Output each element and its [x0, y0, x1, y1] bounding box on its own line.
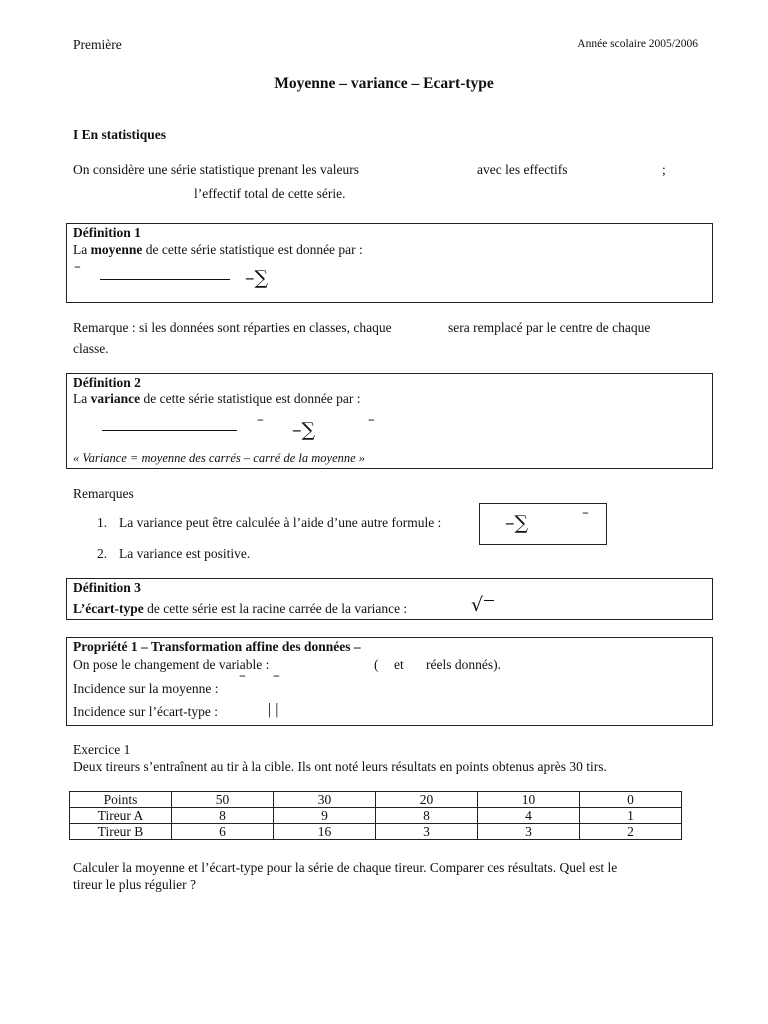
mean-bar-symbol: –	[273, 668, 280, 684]
sum-symbol: –∑	[292, 419, 316, 441]
definition-1-title: Définition 1	[73, 225, 141, 240]
table-cell: 2	[580, 824, 682, 840]
table-header-cell: 0	[580, 792, 682, 808]
definition-2-title: Définition 2	[73, 375, 141, 390]
table-cell: Tireur A	[70, 808, 172, 824]
mean-bar-symbol: –	[368, 412, 375, 428]
intro-text-a: On considère une série statistique prenant les valeurs	[73, 162, 360, 177]
table-row	[70, 808, 682, 824]
property-1-line1-a: On pose le changement de variable :	[73, 657, 270, 672]
exercise-question-line1: Calculer la moyenne et l’écart-type pour la série de chaque tireur. Comparer ces résultats. Quel est le	[73, 860, 618, 875]
table-header-cell: 20	[376, 792, 478, 808]
mean-bar-symbol: –	[239, 668, 246, 684]
fraction-line	[100, 279, 230, 280]
variance-quote: « Variance = moyenne des carrés – carré de la moyenne »	[73, 451, 366, 465]
definition-2-text: La variance de cette série statistique est donnée par :	[73, 391, 361, 406]
intro-text-b: avec les effectifs	[477, 162, 568, 177]
definition-3-title: Définition 3	[73, 580, 141, 595]
property-1-std: Incidence sur l’écart-type :	[73, 704, 219, 719]
property-1-line1-c: et	[394, 657, 404, 672]
definition-1-text: La moyenne de cette série statistique est donnée par :	[73, 242, 363, 257]
table-cell: Tireur B	[70, 824, 172, 840]
page-title: Moyenne – variance – Ecart-type	[274, 75, 494, 92]
table-row	[70, 824, 682, 840]
square-root-symbol: √	[471, 594, 484, 616]
table-cell: 4	[478, 808, 580, 824]
table-header-cell: 10	[478, 792, 580, 808]
formula-box	[479, 503, 607, 545]
intro-text-c: ;	[662, 162, 666, 177]
definition-3-text: L’écart-type de cette série est la racine carrée de la variance :	[73, 601, 408, 616]
remark-item-1-number: 1.	[97, 515, 108, 530]
remark-item-2: La variance est positive.	[119, 546, 251, 561]
table-cell: 8	[376, 808, 478, 824]
remarks-title: Remarques	[73, 486, 134, 501]
mean-bar-symbol: –	[74, 259, 81, 275]
exercise-question-line2: tireur le plus régulier ?	[73, 877, 196, 892]
section-heading: I En statistiques	[73, 127, 167, 142]
exercise-title: Exercice 1	[73, 742, 131, 757]
property-1-title: Propriété 1 – Transformation affine des données –	[73, 639, 361, 654]
table-header-cell: 30	[274, 792, 376, 808]
square-root-bar	[484, 600, 494, 601]
property-1-line1-b: (	[374, 657, 379, 672]
header-level: Première	[73, 37, 122, 52]
exercise-intro: Deux tireurs s’entraînent au tir à la cible. Ils ont noté leurs résultats en points obtenus après 30 tirs.	[73, 759, 607, 774]
definition-1-box	[66, 223, 713, 303]
table-header-cell: Points	[70, 792, 172, 808]
table-cell: 3	[376, 824, 478, 840]
table-cell: 8	[172, 808, 274, 824]
table-cell: 6	[172, 824, 274, 840]
table-cell: 3	[478, 824, 580, 840]
mean-bar-symbol: –	[582, 505, 589, 521]
property-1-mean: Incidence sur la moyenne :	[73, 681, 219, 696]
definition-2-box	[66, 373, 713, 469]
results-table	[69, 791, 682, 840]
intro-text-line2: l’effectif total de cette série.	[194, 186, 346, 201]
table-cell: 16	[274, 824, 376, 840]
remark-1-text-line2: classe.	[73, 341, 109, 356]
remark-1-text-a: Remarque : si les données sont réparties en classes, chaque	[73, 320, 392, 335]
table-cell: 9	[274, 808, 376, 824]
fraction-line	[102, 430, 237, 431]
sum-symbol: –∑	[245, 267, 269, 289]
sum-symbol: –∑	[505, 512, 529, 534]
mean-bar-symbol: –	[257, 412, 264, 428]
table-header-row	[70, 792, 682, 808]
property-1-line1-d: réels donnés).	[426, 657, 501, 672]
remark-item-2-number: 2.	[97, 546, 108, 561]
table-cell: 1	[580, 808, 682, 824]
property-1-box	[66, 637, 713, 726]
remark-item-1: La variance peut être calculée à l’aide d’une autre formule :	[119, 515, 442, 530]
absolute-value-symbol: | |	[268, 701, 279, 718]
definition-3-box	[66, 578, 713, 620]
header-school-year: Année scolaire 2005/2006	[577, 38, 698, 50]
table-header-cell: 50	[172, 792, 274, 808]
remark-1-text-b: sera remplacé par le centre de chaque	[448, 320, 651, 335]
